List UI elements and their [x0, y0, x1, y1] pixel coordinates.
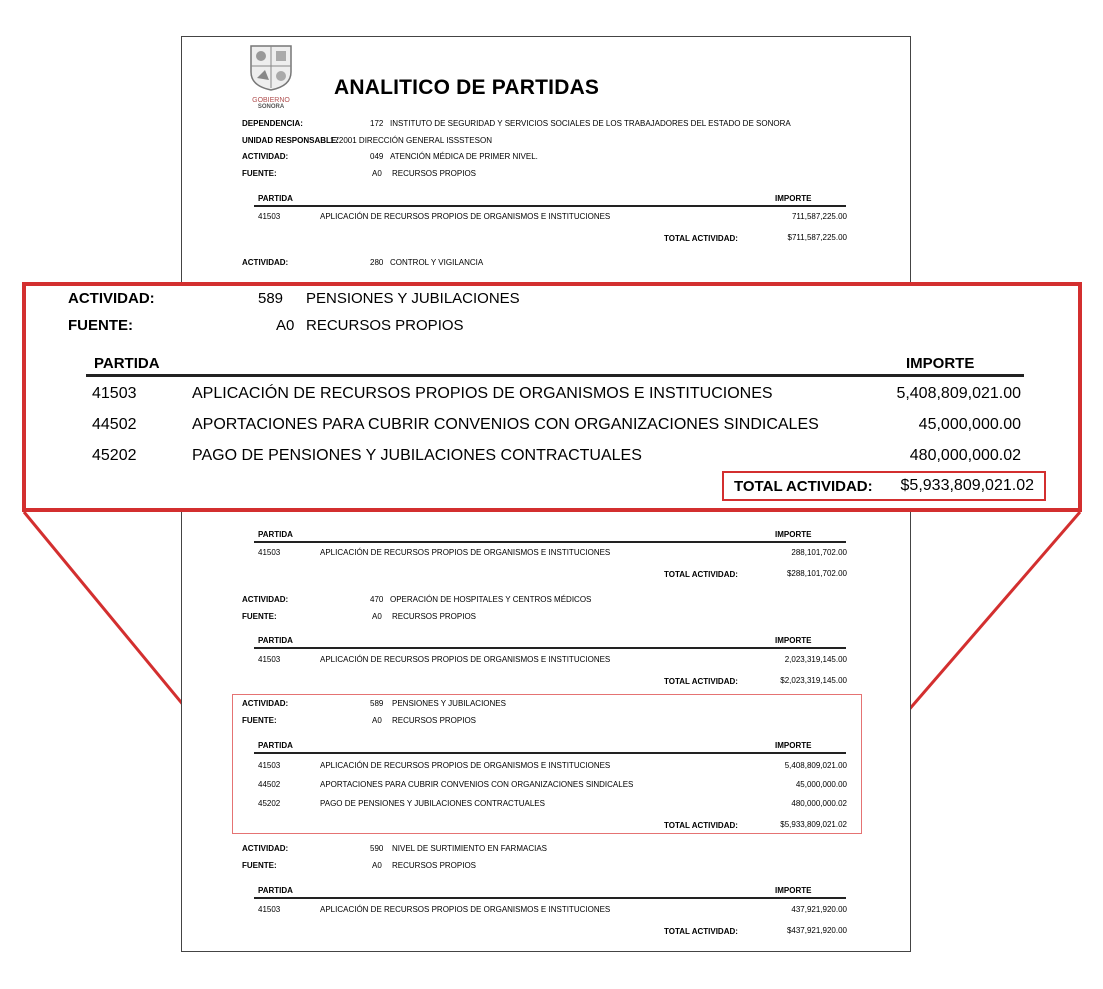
s1-fuente-name: RECURSOS PROPIOS: [392, 169, 477, 178]
government-logo: [245, 42, 297, 110]
s2-row-description: APLICACIÓN DE RECURSOS PROPIOS DE ORGANISMOS E INSTITUCIONES: [320, 548, 611, 557]
s5-row-importe: 437,921,920.00: [791, 905, 847, 914]
s3-fuente-label: FUENTE:: [242, 612, 277, 621]
s5-fuente-name: RECURSOS PROPIOS: [392, 861, 477, 870]
s1-importe-header: IMPORTE: [775, 194, 812, 203]
dependencia-code: 172: [370, 119, 384, 128]
zoom-row2-partida: 44502: [92, 416, 137, 433]
s2-total-value: $288,101,702.00: [786, 569, 847, 578]
s1-row-importe: 711,587,225.00: [791, 212, 847, 221]
s5-total-label: TOTAL ACTIVIDAD:: [664, 927, 738, 936]
zoom-fuente-label: FUENTE:: [68, 317, 133, 334]
s5-fuente-code: A0: [372, 861, 382, 870]
s2-actividad-label: ACTIVIDAD:: [242, 258, 289, 267]
zoom-row1-importe: 5,408,809,021.00: [896, 385, 1021, 402]
s1-row-description: APLICACIÓN DE RECURSOS PROPIOS DE ORGANISMOS E INSTITUCIONES: [320, 212, 611, 221]
s1-header-rule: [254, 205, 846, 207]
s2-row-partida: 41503: [258, 548, 281, 557]
s4-row1-description: APLICACIÓN DE RECURSOS PROPIOS DE ORGANISMOS E INSTITUCIONES: [320, 761, 611, 770]
s5-actividad-code: 590: [370, 844, 384, 853]
zoom-actividad-label: ACTIVIDAD:: [68, 290, 155, 307]
s3-fuente-name: RECURSOS PROPIOS: [392, 612, 477, 621]
s2-actividad-name: CONTROL Y VIGILANCIA: [390, 258, 484, 267]
zoom-row2-description: APORTACIONES PARA CUBRIR CONVENIOS CON ORGANIZACIONES SINDICALES: [192, 416, 819, 433]
zoom-callout: [22, 282, 1082, 512]
zoom-partida-header: PARTIDA: [94, 355, 160, 372]
s2-header-rule: [254, 541, 846, 543]
zoom-actividad-name: PENSIONES Y JUBILACIONES: [306, 290, 520, 307]
s4-header-rule: [254, 752, 846, 754]
s3-actividad-name: OPERACIÓN DE HOSPITALES Y CENTROS MÉDICOS: [390, 595, 592, 604]
s2-partida-header: PARTIDA: [258, 530, 293, 539]
s5-row-description: APLICACIÓN DE RECURSOS PROPIOS DE ORGANISMOS E INSTITUCIONES: [320, 905, 611, 914]
s3-header-rule: [254, 647, 846, 649]
s5-actividad-name: NIVEL DE SURTIMIENTO EN FARMACIAS: [392, 844, 547, 853]
s4-total-value: $5,933,809,021.02: [780, 820, 847, 829]
zoom-importe-header: IMPORTE: [906, 355, 975, 372]
s3-partida-header: PARTIDA: [258, 636, 293, 645]
zoom-total-label: TOTAL ACTIVIDAD:: [734, 478, 873, 495]
zoom-row3-description: PAGO DE PENSIONES Y JUBILACIONES CONTRACTUALES: [192, 447, 642, 464]
logo-text-line1: GOBIERNO: [252, 97, 290, 104]
zoom-row1-description: APLICACIÓN DE RECURSOS PROPIOS DE ORGANISMOS E INSTITUCIONES: [192, 385, 773, 402]
s3-row-importe: 2,023,319,145.00: [784, 655, 847, 664]
s5-partida-header: PARTIDA: [258, 886, 293, 895]
s4-actividad-name: PENSIONES Y JUBILACIONES: [392, 699, 506, 708]
zoom-fuente-code: A0: [276, 317, 295, 334]
zoom-row1-partida: 41503: [92, 385, 137, 402]
zoom-row2-importe: 45,000,000.00: [918, 416, 1021, 433]
s4-fuente-code: A0: [372, 716, 382, 725]
s4-actividad-label: ACTIVIDAD:: [242, 699, 289, 708]
s3-row-partida: 41503: [258, 655, 281, 664]
s1-actividad-label: ACTIVIDAD:: [242, 152, 289, 161]
s5-actividad-label: ACTIVIDAD:: [242, 844, 289, 853]
s2-total-label: TOTAL ACTIVIDAD:: [664, 570, 738, 579]
s4-row1-partida: 41503: [258, 761, 281, 770]
s2-importe-header: IMPORTE: [775, 530, 812, 539]
sonora-coat-of-arms-icon: [245, 42, 297, 92]
s2-actividad-code: 280: [370, 258, 384, 267]
s4-actividad-code: 589: [370, 699, 384, 708]
s4-row2-importe: 45,000,000.00: [795, 780, 847, 789]
zoom-fuente-name: RECURSOS PROPIOS: [306, 317, 464, 334]
s1-fuente-label: FUENTE:: [242, 169, 277, 178]
s1-total-value: $711,587,225.00: [787, 233, 847, 242]
logo-text-line2: SONORA: [257, 104, 285, 110]
dependencia-label: DEPENDENCIA:: [242, 119, 303, 128]
zoom-total-value: $5,933,809,021.02: [900, 477, 1034, 494]
s5-total-value: $437,921,920.00: [786, 926, 847, 935]
s3-row-description: APLICACIÓN DE RECURSOS PROPIOS DE ORGANISMOS E INSTITUCIONES: [320, 655, 611, 664]
s3-total-value: $2,023,319,145.00: [780, 676, 847, 685]
zoom-header-rule: [86, 374, 1024, 377]
s3-fuente-code: A0: [372, 612, 382, 621]
s1-row-partida: 41503: [258, 212, 281, 221]
zoom-row3-importe: 480,000,000.02: [909, 447, 1021, 464]
s4-row3-partida: 45202: [258, 799, 281, 808]
unidad-value: 172001 DIRECCIÓN GENERAL ISSSTESON: [330, 136, 492, 145]
dependencia-name: INSTITUTO DE SEGURIDAD Y SERVICIOS SOCIALES DE LOS TRABAJADORES DEL ESTADO DE SONORA: [390, 119, 791, 128]
s3-actividad-code: 470: [370, 595, 384, 604]
s4-row1-importe: 5,408,809,021.00: [784, 761, 847, 770]
s4-row2-description: APORTACIONES PARA CUBRIR CONVENIOS CON ORGANIZACIONES SINDICALES: [320, 780, 634, 789]
s1-actividad-name: ATENCIÓN MÉDICA DE PRIMER NIVEL.: [390, 152, 538, 161]
s5-fuente-label: FUENTE:: [242, 861, 277, 870]
s4-partida-header: PARTIDA: [258, 741, 293, 750]
s1-partida-header: PARTIDA: [258, 194, 293, 203]
s1-total-label: TOTAL ACTIVIDAD:: [664, 234, 738, 243]
s2-row-importe: 288,101,702.00: [791, 548, 847, 557]
s4-fuente-name: RECURSOS PROPIOS: [392, 716, 477, 725]
s4-row2-partida: 44502: [258, 780, 281, 789]
s5-header-rule: [254, 897, 846, 899]
s3-importe-header: IMPORTE: [775, 636, 812, 645]
s1-actividad-code: 049: [370, 152, 384, 161]
s3-actividad-label: ACTIVIDAD:: [242, 595, 289, 604]
zoom-total-box: [722, 471, 1046, 501]
s4-row3-importe: 480,000,000.02: [791, 799, 847, 808]
s3-total-label: TOTAL ACTIVIDAD:: [664, 677, 738, 686]
document-title: ANALITICO DE PARTIDAS: [334, 76, 600, 99]
s5-row-partida: 41503: [258, 905, 281, 914]
s4-importe-header: IMPORTE: [775, 741, 812, 750]
zoom-row3-partida: 45202: [92, 447, 137, 464]
s4-row3-description: PAGO DE PENSIONES Y JUBILACIONES CONTRACTUALES: [320, 799, 545, 808]
unidad-label: UNIDAD RESPONSABLE:: [242, 136, 339, 145]
s4-fuente-label: FUENTE:: [242, 716, 277, 725]
zoom-actividad-code: 589: [258, 290, 284, 307]
s4-total-label: TOTAL ACTIVIDAD:: [664, 821, 738, 830]
s1-fuente-code: A0: [372, 169, 382, 178]
s5-importe-header: IMPORTE: [775, 886, 812, 895]
